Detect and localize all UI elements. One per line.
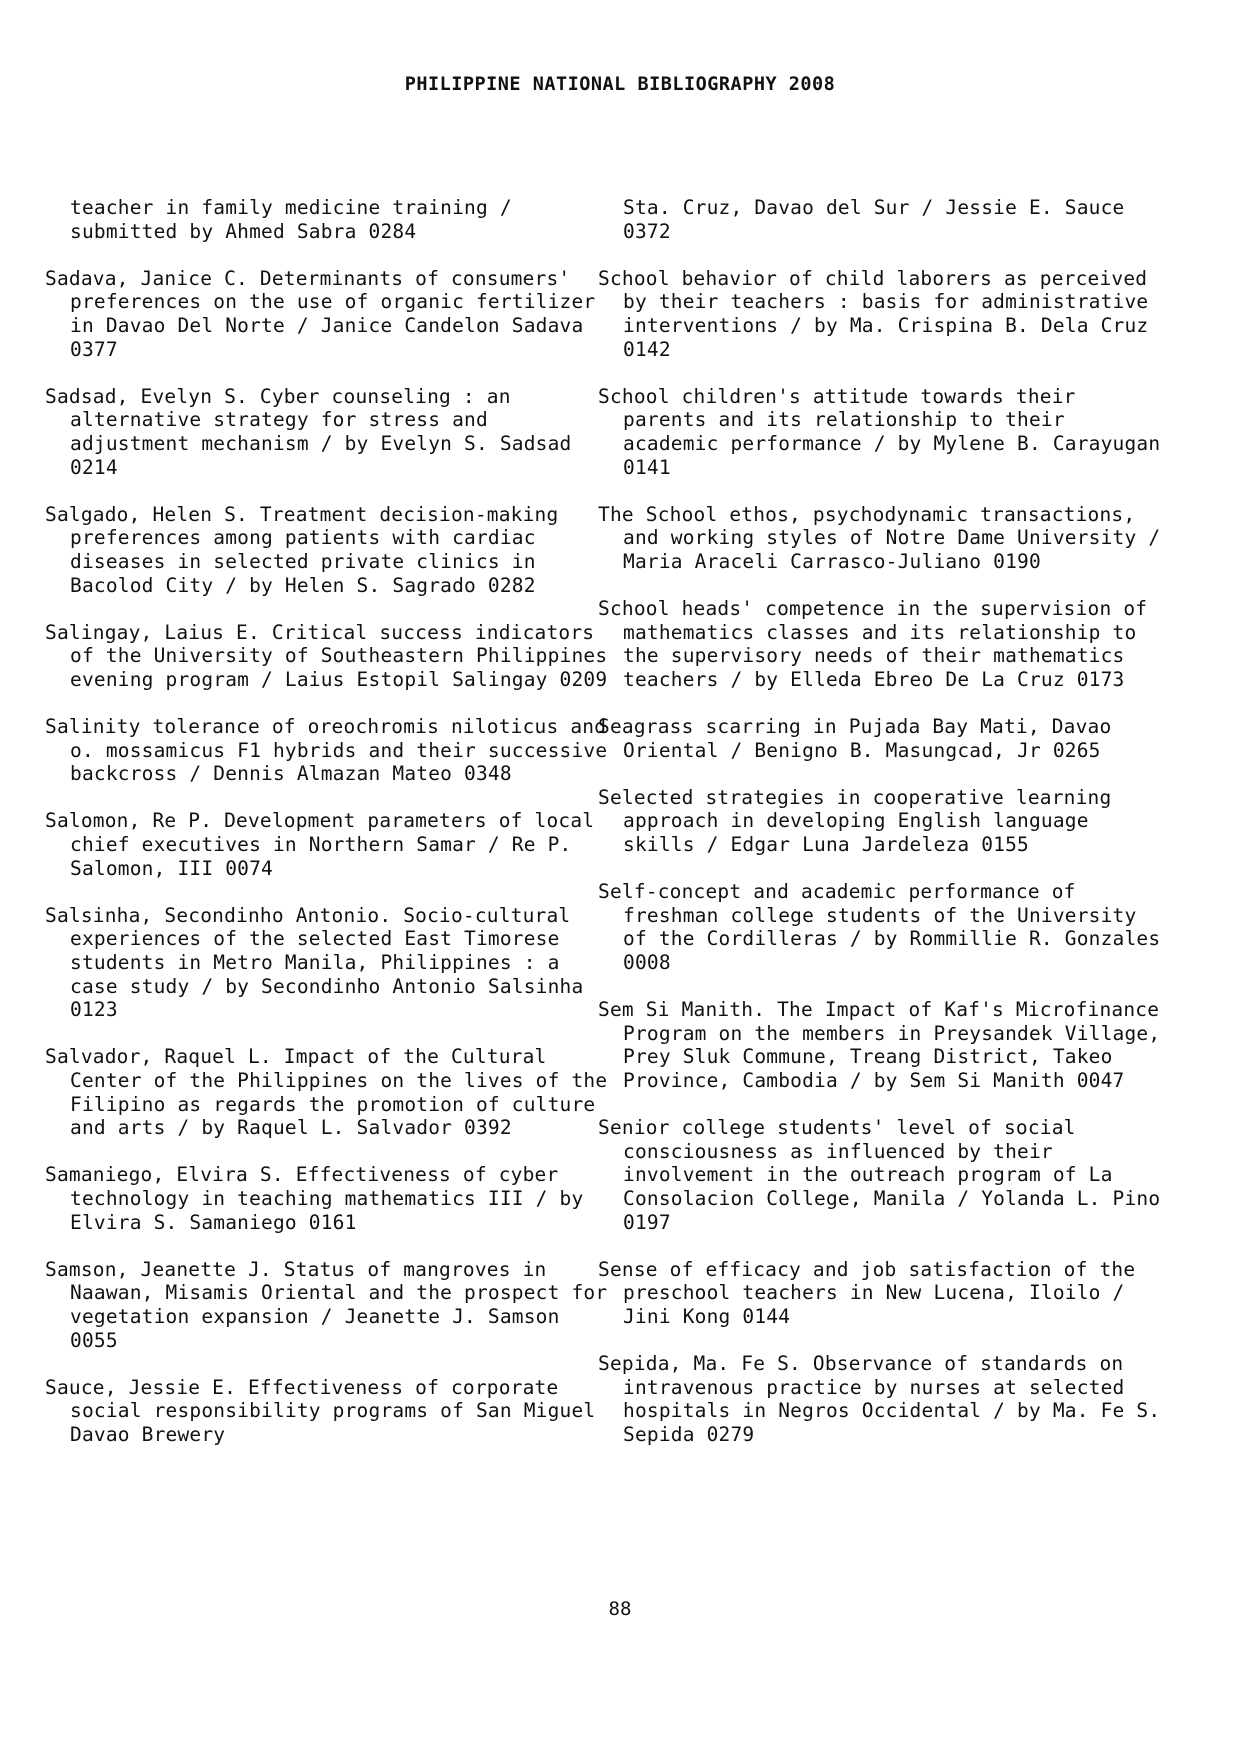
left-column — [45, 196, 615, 1470]
bibliography-entry: Salomon, Re P. Development parameters of local chief executives in Northern Samar / Re P. Salomon, III 0074 — [45, 809, 595, 880]
page-number: 88 — [608, 1598, 632, 1620]
bibliography-entry: Salingay, Laius E. Critical success indicators of the University of Southeastern Philippines evening program / Laius Estopil Salingay 0209 — [45, 620, 608, 691]
bibliography-entry: Sepida, Ma. Fe S. Observance of standards on intravenous practice by nurses at selected hospitals in Negros Occidental / by Ma. Fe S. Sepida 0279 — [598, 1352, 1161, 1446]
bibliography-entry: School children's attitude towards their parents and its relationship to their academic performance / by Mylene B. Carayugan 0141 — [598, 384, 1161, 479]
bibliography-entry: School behavior of child laborers as perceived by their teachers : basis for administrative interventions / by Ma. Crispina B. Dela Cruz 0142 — [598, 266, 1149, 361]
bibliography-entry: Sem Si Manith. The Impact of Kaf's Microfinance Program on the members in Preysandek Village, Prey Sluk Commune, Treang District, Takeo Province, Cambodia / by Sem Si Manith 0047 — [598, 998, 1161, 1092]
bibliography-entry: Sadava, Janice C. Determinants of consumers' preferences on the use of organic fertilizer in Davao Del Norte / Janice Candelon Sadava 0377 — [45, 266, 596, 361]
bibliography-entry: Selected strategies in cooperative learning approach in developing English language skills / Edgar Luna Jardeleza 0155 — [598, 785, 1112, 857]
bibliography-entry: Salgado, Helen S. Treatment decision-making preferences among patients with cardiac diseases in selected private clinics in Bacolod City / by Helen S. Sagrado 0282 — [45, 502, 559, 597]
bibliography-entry: Salsinha, Secondinho Antonio. Socio-cultural experiences of the selected East Timorese students in Metro Manila, Philippines : a case study / by Secondinho Antonio Salsinha 0123 — [45, 903, 584, 1022]
right-column — [598, 196, 1168, 1470]
bibliography-entry: Samson, Jeanette J. Status of mangroves in Naawan, Misamis Oriental and the prospect for vegetation expansion / Jeanette J. Samson 0055 — [45, 1257, 608, 1352]
bibliography-entry: teacher in family medicine training / submitted by Ahmed Sabra 0284 — [70, 196, 512, 243]
bibliography-entry: Sadsad, Evelyn S. Cyber counseling : an alternative strategy for stress and adjustment mechanism / by Evelyn S. Sadsad 0214 — [45, 384, 572, 479]
bibliography-entry: Sta. Cruz, Davao del Sur / Jessie E. Sauce 0372 — [623, 196, 1125, 243]
bibliography-entry: Senior college students' level of social consciousness as influenced by their involvement in the outreach program of La Consolacion College, Manila / Yolanda L. Pino 0197 — [598, 1116, 1161, 1234]
bibliography-entry: School heads' competence in the supervision of mathematics classes and its relationship to the supervisory needs of their mathematics teachers / by Elleda Ebreo De La Cruz 0173 — [598, 597, 1148, 691]
bibliography-entry: The School ethos, psychodynamic transactions, and working styles of Notre Dame University / Maria Araceli Carrasco-Juliano 0190 — [598, 502, 1161, 573]
bibliography-entry: Samaniego, Elvira S. Effectiveness of cyber technology in teaching mathematics III / by Elvira S. Samaniego 0161 — [45, 1163, 584, 1234]
bibliography-entry: Salvador, Raquel L. Impact of the Cultural Center of the Philippines on the lives of the Filipino as regards the promotion of culture and arts / by Raquel L. Salvador 0392 — [45, 1045, 608, 1140]
page-header: PHILIPPINE NATIONAL BIBLIOGRAPHY 2008 — [404, 74, 836, 95]
bibliography-entry: Seagrass scarring in Pujada Bay Mati, Davao Oriental / Benigno B. Masungcad, Jr 0265 — [598, 715, 1112, 762]
bibliography-entry: Salinity tolerance of oreochromis niloticus and o. mossamicus F1 hybrids and their successive backcross / Dennis Almazan Mateo 0348 — [45, 715, 608, 786]
bibliography-entry: Sense of efficacy and job satisfaction of the preschool teachers in New Lucena, Iloilo / Jini Kong 0144 — [598, 1257, 1136, 1328]
bibliography-entry: Self-concept and academic performance of freshman college students of the University of the Cordilleras / by Rommillie R. Gonzales 0008 — [598, 880, 1161, 974]
bibliography-entry: Sauce, Jessie E. Effectiveness of corporate social responsibility programs of San Miguel Davao Brewery — [45, 1375, 596, 1446]
